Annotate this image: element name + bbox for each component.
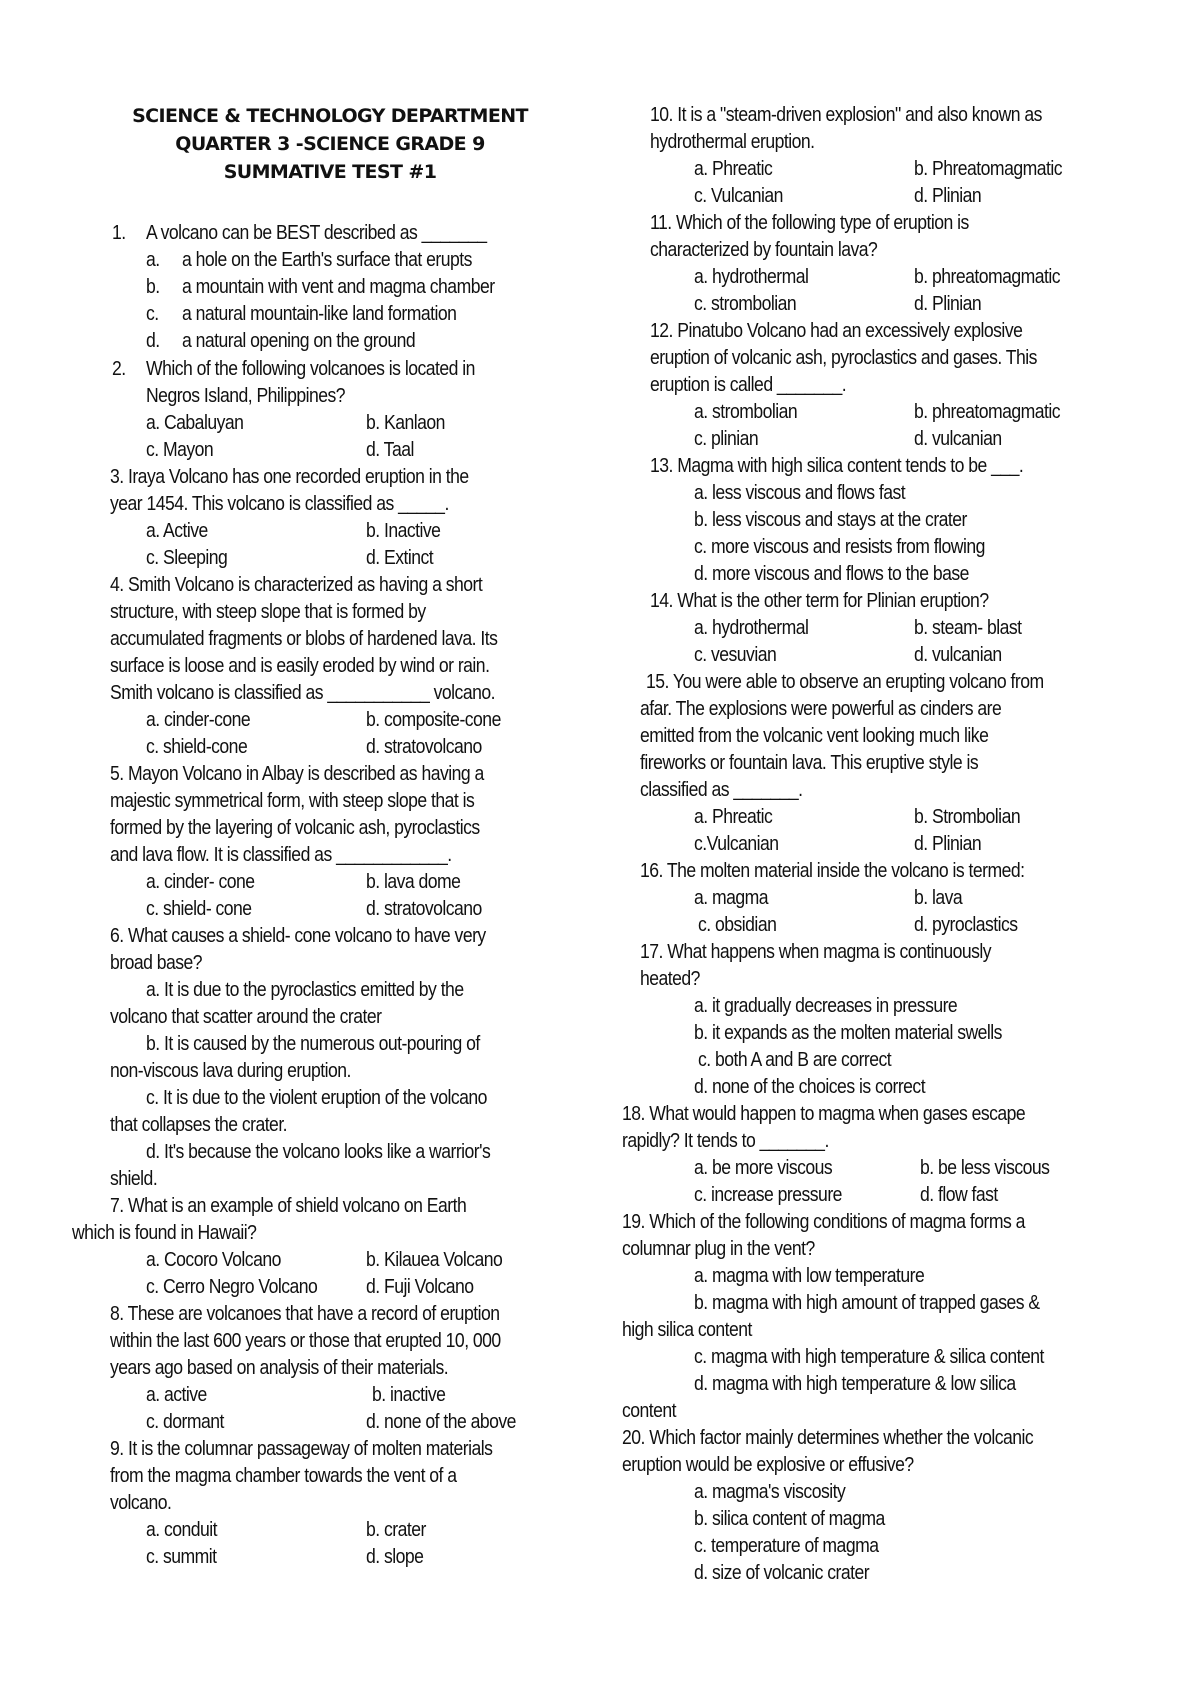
question-stem: 17. What happens when magma is continuously (640, 941, 992, 963)
choice-d: d. Extinct (366, 547, 434, 569)
question-stem: formed by the layering of volcanic ash, pyroclastics (110, 817, 480, 839)
choice-a: a. be more viscous (694, 1157, 833, 1179)
choice-a: a. less viscous and flows fast (694, 482, 906, 504)
choice-d: d. Taal (366, 439, 414, 461)
question-stem: hydrothermal eruption. (650, 131, 815, 153)
choice-b: b. magma with high amount of trapped gases & (694, 1292, 1040, 1314)
question-stem: 16. The molten material inside the volcano is termed: (640, 860, 1025, 882)
choice-c: c. magma with high temperature & silica content (694, 1346, 1044, 1368)
choice-a: a. strombolian (694, 401, 798, 423)
quarter-title: QUARTER 3 -SCIENCE GRADE 9 (175, 133, 485, 155)
choice-a: a. It is due to the pyroclastics emitted by the (146, 979, 464, 1001)
choice-a: a. Cocoro Volcano (146, 1249, 281, 1271)
choice-b: b. Inactive (366, 520, 441, 542)
choice-c: c. increase pressure (694, 1184, 842, 1206)
choice-a: a. Phreatic (694, 158, 773, 180)
question-stem: 4. Smith Volcano is characterized as having a short (110, 574, 483, 596)
choice-d: d. vulcanian (914, 644, 1002, 666)
question-stem: 15. You were able to observe an erupting volcano from (646, 671, 1044, 693)
choice-b: b. It is caused by the numerous out-pouring of (146, 1033, 480, 1055)
choice-b: b. Kanlaon (366, 412, 445, 434)
choice-b: b. phreatomagmatic (914, 266, 1061, 288)
choice-c: c. more viscous and resists from flowing (694, 536, 985, 558)
choice-a: a. cinder-cone (146, 709, 251, 731)
choice-b: b. be less viscous (920, 1157, 1050, 1179)
question-stem: 11. Which of the following type of eruption is (650, 212, 969, 234)
question-stem: from the magma chamber towards the vent of a (110, 1465, 457, 1487)
question-stem: 12. Pinatubo Volcano had an excessively explosive (650, 320, 1023, 342)
choice-letter: c. (146, 303, 159, 325)
choice-c: c. temperature of magma (694, 1535, 879, 1557)
choice-b: b. Kilauea Volcano (366, 1249, 503, 1271)
choice-c: c. plinian (694, 428, 759, 450)
choice-d: d. stratovolcano (366, 898, 482, 920)
question-stem: 18. What would happen to magma when gases escape (622, 1103, 1026, 1125)
choice-c: c. strombolian (694, 293, 797, 315)
choice-b: b. steam- blast (914, 617, 1022, 639)
question-stem: volcano. (110, 1492, 172, 1514)
question-stem: structure, with steep slope that is formed by (110, 601, 426, 623)
choice-b: b. Strombolian (914, 806, 1021, 828)
choice-c: c. summit (146, 1546, 217, 1568)
choice-b: b. lava dome (366, 871, 461, 893)
question-stem: and lava flow. It is classified as ____________. (110, 844, 452, 866)
choice-a: a. magma (694, 887, 769, 909)
choice-a: a. conduit (146, 1519, 218, 1541)
choice-a: a. it gradually decreases in pressure (694, 995, 958, 1017)
question-stem: 3. Iraya Volcano has one recorded eruption in the (110, 466, 469, 488)
choice-c: c. dormant (146, 1411, 224, 1433)
choice-b: a mountain with vent and magma chamber (182, 276, 495, 298)
choice-d: d. slope (366, 1546, 424, 1568)
choice-d: d. none of the choices is correct (694, 1076, 926, 1098)
question-number: 1. (112, 222, 126, 244)
question-stem: classified as _______. (640, 779, 803, 801)
question-stem: characterized by fountain lava? (650, 239, 878, 261)
choice-c: c. Cerro Negro Volcano (146, 1276, 318, 1298)
choice-a: a. Cabaluyan (146, 412, 244, 434)
choice-a: a. Phreatic (694, 806, 773, 828)
question-stem: years ago based on analysis of their materials. (110, 1357, 449, 1379)
choice-a-continued: volcano that scatter around the crater (110, 1006, 382, 1028)
choice-b: b. phreatomagmatic (914, 401, 1061, 423)
question-stem: 19. Which of the following conditions of magma forms a (622, 1211, 1025, 1233)
choice-b: b. Phreatomagmatic (914, 158, 1063, 180)
question-stem: fireworks or fountain lava. This eruptive style is (640, 752, 979, 774)
choice-b-continued: high silica content (622, 1319, 752, 1341)
choice-a: a. hydrothermal (694, 617, 809, 639)
choice-b: b. lava (914, 887, 963, 909)
question-stem: 6. What causes a shield- cone volcano to have very (110, 925, 486, 947)
choice-b: b. composite-cone (366, 709, 501, 731)
choice-d: d. Fuji Volcano (366, 1276, 474, 1298)
question-stem: which is found in Hawaii? (72, 1222, 257, 1244)
question-stem: 8. These are volcanoes that have a record of eruption (110, 1303, 500, 1325)
choice-a: a. cinder- cone (146, 871, 255, 893)
question-stem: columnar plug in the vent? (622, 1238, 815, 1260)
choice-d: d. magma with high temperature & low silica (694, 1373, 1016, 1395)
choice-d: d. more viscous and flows to the base (694, 563, 969, 585)
choice-c: c. vesuvian (694, 644, 777, 666)
question-stem: Negros Island, Philippines? (146, 385, 346, 407)
question-stem: emitted from the volcanic vent looking much like (640, 725, 989, 747)
question-stem: 13. Magma with high silica content tends to be ___. (650, 455, 1024, 477)
question-stem: eruption of volcanic ash, pyroclastics and gases. This (650, 347, 1037, 369)
question-stem: heated? (640, 968, 700, 990)
choice-b: b. silica content of magma (694, 1508, 885, 1530)
choice-a: a. Active (146, 520, 208, 542)
question-stem: 5. Mayon Volcano in Albay is described as having a (110, 763, 484, 785)
question-stem: eruption would be explosive or effusive? (622, 1454, 914, 1476)
choice-d: a natural opening on the ground (182, 330, 416, 352)
question-stem: majestic symmetrical form, with steep slope that is (110, 790, 475, 812)
choice-b: b. less viscous and stays at the crater (694, 509, 967, 531)
choice-c: c. shield-cone (146, 736, 248, 758)
choice-c: c. shield- cone (146, 898, 252, 920)
choice-d: d. size of volcanic crater (694, 1562, 870, 1584)
choice-c: c. Sleeping (146, 547, 228, 569)
choice-a: a. magma's viscosity (694, 1481, 846, 1503)
choice-a: a hole on the Earth's surface that erupts (182, 249, 472, 271)
choice-b: b. inactive (372, 1384, 446, 1406)
question-stem: 20. Which factor mainly determines whether the volcanic (622, 1427, 1034, 1449)
choice-d: d. none of the above (366, 1411, 516, 1433)
question-stem: year 1454. This volcano is classified as _____. (110, 493, 449, 515)
question-stem: within the last 600 years or those that erupted 10, 000 (110, 1330, 501, 1352)
choice-c: c. Vulcanian (694, 185, 783, 207)
question-stem: surface is loose and is easily eroded by wind or rain. (110, 655, 490, 677)
choice-d: d. vulcanian (914, 428, 1002, 450)
question-stem: 9. It is the columnar passageway of molten materials (110, 1438, 493, 1460)
question-stem: Smith volcano is classified as ___________ volcano. (110, 682, 495, 704)
question-stem: 10. It is a "steam-driven explosion" and also known as (650, 104, 1042, 126)
choice-c: c. obsidian (698, 914, 777, 936)
choice-letter: d. (146, 330, 160, 352)
choice-a: a. magma with low temperature (694, 1265, 925, 1287)
choice-d: d. Plinian (914, 833, 982, 855)
question-number: 2. (112, 358, 126, 380)
choice-c: c. Mayon (146, 439, 214, 461)
choice-a: a. hydrothermal (694, 266, 809, 288)
choice-a: a. active (146, 1384, 207, 1406)
question-stem: eruption is called _______. (650, 374, 847, 396)
choice-c: c.Vulcanian (694, 833, 779, 855)
choice-letter: a. (146, 249, 160, 271)
question-stem: A volcano can be BEST described as _______ (146, 222, 487, 244)
question-stem: accumulated fragments or blobs of hardened lava. Its (110, 628, 498, 650)
choice-b: b. crater (366, 1519, 426, 1541)
question-stem: afar. The explosions were powerful as cinders are (640, 698, 1002, 720)
choice-b: b. it expands as the molten material swells (694, 1022, 1002, 1044)
question-stem: rapidly? It tends to _______. (622, 1130, 829, 1152)
choice-letter: b. (146, 276, 160, 298)
choice-d: d. pyroclastics (914, 914, 1018, 936)
question-stem: Which of the following volcanoes is located in (146, 358, 475, 380)
choice-d: d. Plinian (914, 293, 982, 315)
question-stem: 7. What is an example of shield volcano on Earth (110, 1195, 467, 1217)
test-title: SUMMATIVE TEST #1 (223, 161, 437, 183)
choice-c: a natural mountain-like land formation (182, 303, 457, 325)
question-stem: broad base? (110, 952, 203, 974)
choice-d: d. stratovolcano (366, 736, 482, 758)
choice-c: c. both A and B are correct (698, 1049, 892, 1071)
choice-c: c. It is due to the violent eruption of the volcano (146, 1087, 487, 1109)
choice-d-continued: shield. (110, 1168, 158, 1190)
choice-b-continued: non-viscous lava during eruption. (110, 1060, 351, 1082)
choice-d-continued: content (622, 1400, 677, 1422)
choice-d: d. flow fast (920, 1184, 998, 1206)
department-title: SCIENCE & TECHNOLOGY DEPARTMENT (132, 105, 528, 127)
question-stem: 14. What is the other term for Plinian eruption? (650, 590, 989, 612)
choice-d: d. It's because the volcano looks like a warrior's (146, 1141, 491, 1163)
choice-c-continued: that collapses the crater. (110, 1114, 288, 1136)
choice-d: d. Plinian (914, 185, 982, 207)
